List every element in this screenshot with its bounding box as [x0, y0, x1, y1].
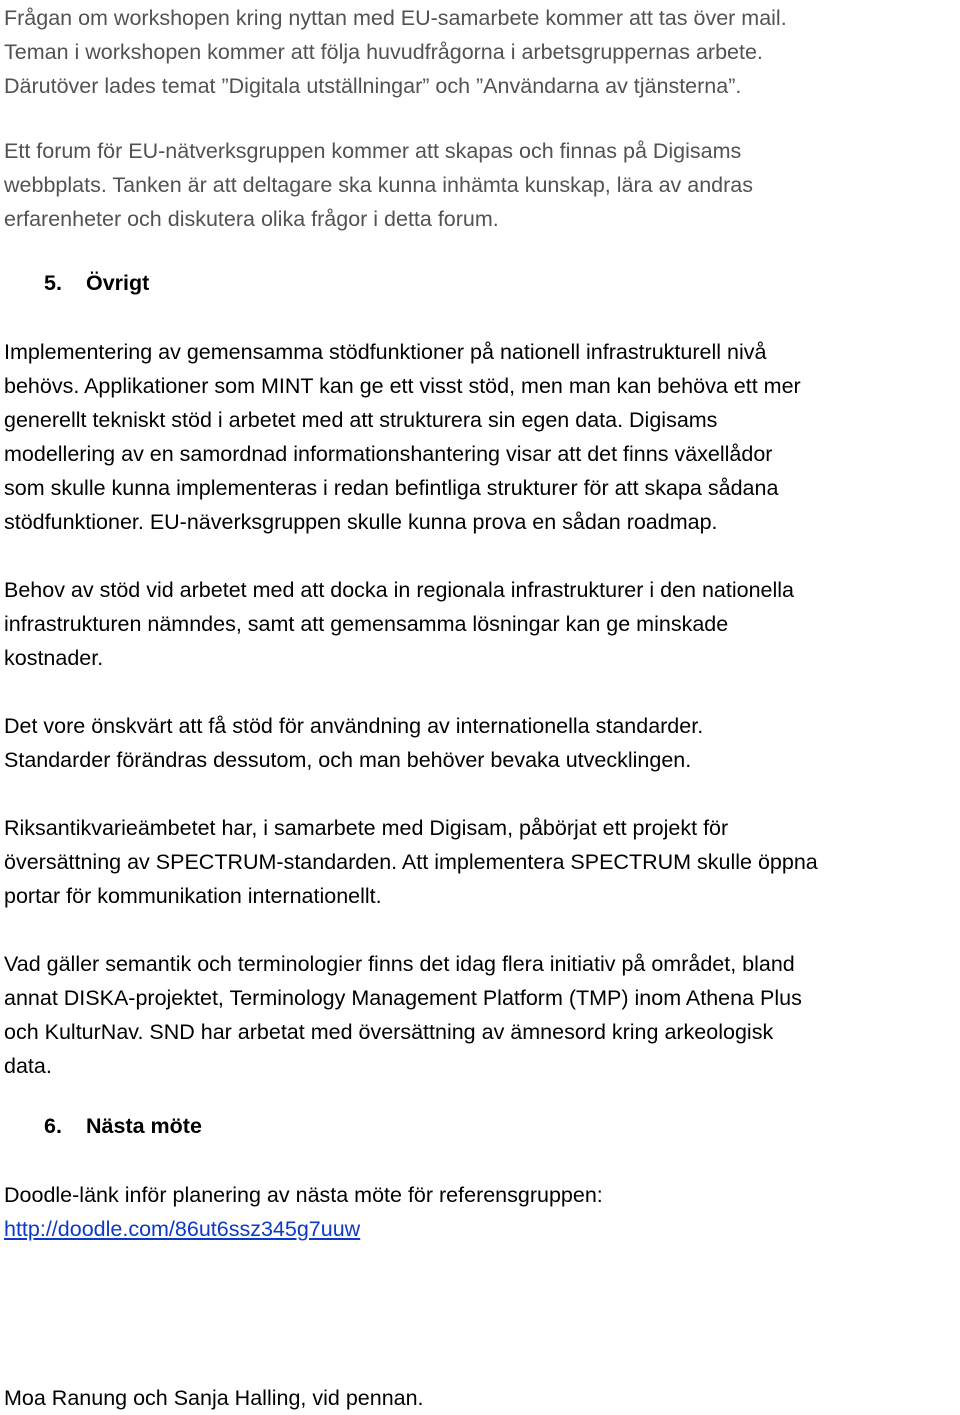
text-line: kostnader.	[4, 646, 104, 670]
text-line: Behov av stöd vid arbetet med att docka in regionala infrastrukturer i den nationella	[4, 578, 794, 602]
text-line: stödfunktioner. EU-näverksgruppen skulle kunna prova en sådan roadmap.	[4, 510, 718, 534]
text-line: Ett forum för EU-nätverksgruppen kommer att skapas och finnas på Digisams	[4, 139, 742, 163]
signature	[4, 1381, 956, 1415]
text-line: Standarder förändras dessutom, och man behöver bevaka utvecklingen.	[4, 748, 692, 772]
doodle-link[interactable]: http://doodle.com/86ut6ssz345g7uuw	[4, 1217, 361, 1241]
section-number: 6.	[44, 1114, 62, 1138]
paragraph-behov	[4, 573, 956, 675]
text-line: Frågan om workshopen kring nyttan med EU-samarbete kommer att tas över mail.	[4, 6, 787, 30]
text-line: Implementering av gemensamma stödfunktioner på nationell infrastrukturell nivå	[4, 340, 767, 364]
text-line: som skulle kunna implementeras i redan befintliga strukturer för att skapa sådana	[4, 476, 779, 500]
text-line: Doodle-länk inför planering av nästa möte för referensgruppen:	[4, 1183, 603, 1207]
text-line: Därutöver lades temat ”Digitala utställningar” och ”Användarna av tjänsterna”.	[4, 74, 742, 98]
paragraph-forum	[4, 134, 956, 236]
paragraph-workshop	[4, 1, 956, 103]
text-line: och KulturNav. SND har arbetat med översättning av ämnesord kring arkeologisk	[4, 1020, 774, 1044]
text-line: annat DISKA-projektet, Terminology Management Platform (TMP) inom Athena Plus	[4, 986, 802, 1010]
text-line: modellering av en samordnad informationshantering visar att det finns växellådor	[4, 442, 773, 466]
section-number: 5.	[44, 271, 62, 295]
section-title: Övrigt	[86, 271, 150, 295]
text-line: webbplats. Tanken är att deltagare ska kunna inhämta kunskap, lära av andras	[4, 173, 753, 197]
paragraph-spectrum	[4, 811, 956, 913]
text-line: portar för kommunikation internationellt.	[4, 884, 382, 908]
link-line	[4, 1212, 956, 1246]
text-line: Det vore önskvärt att få stöd för användning av internationella standarder.	[4, 714, 704, 738]
text-line: generellt tekniskt stöd i arbetet med att strukturera sin egen data. Digisams	[4, 408, 718, 432]
text-line: Vad gäller semantik och terminologier finns det idag flera initiativ på området, bland	[4, 952, 795, 976]
paragraph-doodle	[4, 1178, 956, 1246]
text-line: infrastrukturen nämndes, samt att gemensamma lösningar kan ge minskade	[4, 612, 729, 636]
text-line: Riksantikvarieämbetet har, i samarbete med Digisam, påbörjat ett projekt för	[4, 816, 729, 840]
paragraph-semantik	[4, 947, 956, 1083]
signature-text: Moa Ranung och Sanja Halling, vid pennan.	[4, 1386, 424, 1410]
text-line: behövs. Applikationer som MINT kan ge ett visst stöd, men man kan behöva ett mer	[4, 374, 801, 398]
section-title: Nästa möte	[86, 1114, 202, 1138]
paragraph-standarder	[4, 709, 956, 777]
text-line: data.	[4, 1054, 52, 1078]
text-line: översättning av SPECTRUM-standarden. Att implementera SPECTRUM skulle öppna	[4, 850, 818, 874]
text-line: erfarenheter och diskutera olika frågor i detta forum.	[4, 207, 499, 231]
text-line: Teman i workshopen kommer att följa huvudfrågorna i arbetsgruppernas arbete.	[4, 40, 763, 64]
paragraph-implementering	[4, 335, 956, 539]
